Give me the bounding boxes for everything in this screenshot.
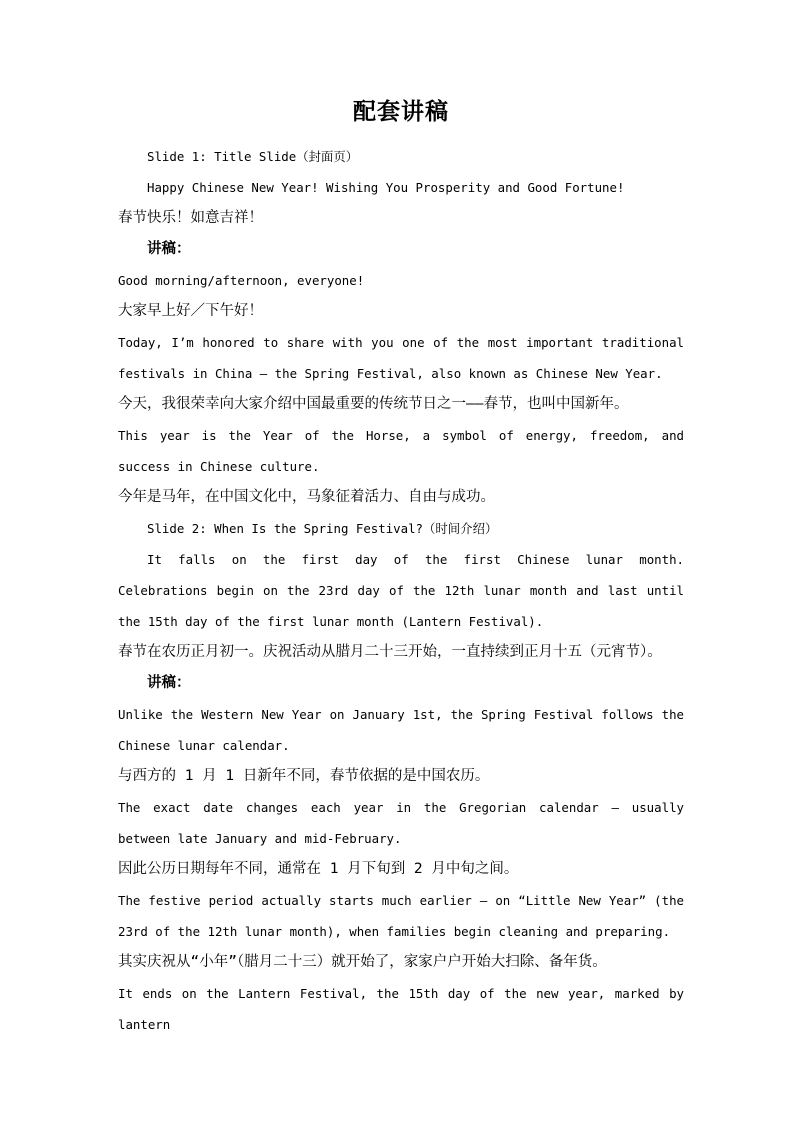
- script-label: 讲稿：: [147, 241, 191, 257]
- english-paragraph: It ends on the Lantern Festival, the 15th day of the new year, marked by lantern: [118, 986, 684, 1032]
- slide-header: Slide 1: Title Slide（封面页）: [147, 149, 359, 164]
- english-paragraph: The exact date changes each year in the Gregorian calendar — usually between late January and mid-February.: [118, 800, 684, 846]
- slide-header: Slide 2: When Is the Spring Festival?（时间介绍）: [147, 521, 498, 536]
- english-paragraph: Happy Chinese New Year! Wishing You Prosperity and Good Fortune!: [147, 180, 625, 195]
- chinese-paragraph: 其实庆祝从“小年”（腊月二十三）就开始了，家家户户开始大扫除、备年货。: [118, 954, 607, 970]
- english-paragraph: Good morning/afternoon, everyone!: [118, 273, 365, 288]
- chinese-paragraph: 春节在农历正月初一。庆祝活动从腊月二十三开始，一直持续到正月十五（元宵节）。: [118, 644, 662, 660]
- english-paragraph: This year is the Year of the Horse, a symbol of energy, freedom, and success in Chinese culture.: [118, 428, 684, 474]
- document-title: 配套讲稿: [353, 99, 449, 125]
- english-paragraph: Today, I’m honored to share with you one of the most important traditional festivals in China — the Spring Festival, also known as Chinese New Year.: [118, 335, 684, 381]
- chinese-paragraph: 今天，我很荣幸向大家介绍中国最重要的传统节日之一——春节，也叫中国新年。: [118, 396, 629, 412]
- chinese-paragraph: 今年是马年，在中国文化中，马象征着活力、自由与成功。: [118, 489, 495, 505]
- chinese-paragraph: 与西方的 1 月 1 日新年不同，春节依据的是中国农历。: [118, 768, 490, 784]
- document-body: [118, 141, 684, 1040]
- chinese-paragraph: 春节快乐！如意吉祥！: [118, 210, 263, 226]
- chinese-paragraph: 大家早上好／下午好！: [118, 303, 263, 319]
- chinese-paragraph: 因此公历日期每年不同，通常在 1 月下旬到 2 月中旬之间。: [118, 861, 519, 877]
- script-label: 讲稿：: [147, 675, 191, 691]
- english-paragraph: The festive period actually starts much earlier — on “Little New Year” (the 23rd of the 12th lunar month), when families begin cleaning and preparing.: [118, 893, 684, 939]
- english-paragraph: It falls on the first day of the first Chinese lunar month. Celebrations begin on the 23rd day of the 12th lunar month and last until the 15th day of the first lunar month (Lantern Festival).: [118, 552, 684, 629]
- english-paragraph: Unlike the Western New Year on January 1st, the Spring Festival follows the Chinese lunar calendar.: [118, 707, 684, 753]
